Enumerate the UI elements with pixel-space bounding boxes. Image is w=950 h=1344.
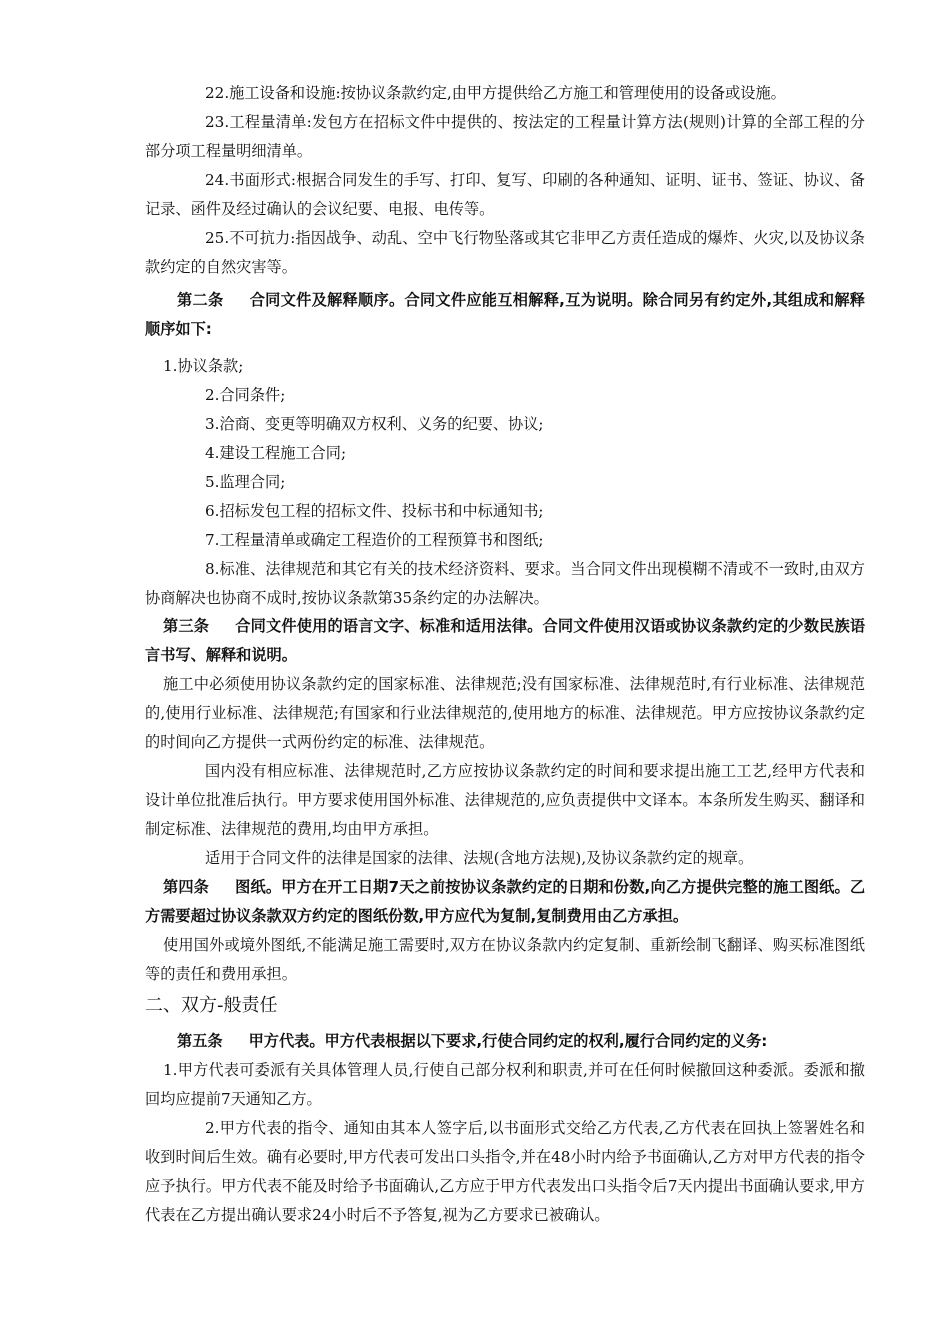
article-4-para-1: 使用国外或境外图纸,不能满足施工需要时,双方在协议条款内约定复制、重新绘制飞翻译、购买标准图纸等的责任和费用承担。 xyxy=(145,936,865,983)
article-3-heading xyxy=(145,612,865,670)
article-5-item-2: 2.甲方代表的指令、通知由其本人签字后,以书面形式交给乙方代表,乙方代表在回执上签署姓名和收到时间后生效。确有必要时,甲方代表可发出口头指令,并在48小时内给予书面确认,乙方对甲方代表的指令应予执行。甲方代表不能及时给予书面确认,乙方应于甲方代表发出口头指令后7天内提出书面确认要求,甲方代表在乙方提出确认要求24小时后不予答复,视为乙方要求已被确认。 xyxy=(145,1119,865,1224)
article-4-heading xyxy=(145,873,865,931)
article-5-text: 甲方代表。甲方代表根据以下要求,行使合同约定的权利,履行合同约定的义务: xyxy=(248,1032,768,1050)
article-3-para-2: 国内没有相应标准、法律规范时,乙方应按协议条款约定的时间和要求提出施工工艺,经甲方代表和设计单位批准后执行。甲方要求使用国外标准、法律规范的,应负责提供中文译本。本条所发生购买、翻译和制定标准、法律规范的费用,均由甲方承担。 xyxy=(145,762,865,838)
article-2-item-5: 5.监理合同; xyxy=(205,473,286,491)
article-2-item-3: 3.洽商、变更等明确双方权利、义务的纪要、协议; xyxy=(205,415,544,433)
article-2-item-4: 4.建设工程施工合同; xyxy=(205,444,347,462)
section-heading: 二、双方-般责任 xyxy=(145,995,278,1016)
article-2-heading xyxy=(145,286,865,344)
article-5-item-1: 1.甲方代表可委派有关具体管理人员,行使自己部分权利和职责,并可在任何时候撤回这种委派。委派和撤回均应提前7天通知乙方。 xyxy=(145,1061,865,1108)
article-5-heading xyxy=(145,1027,865,1056)
article-3-text: 合同文件使用的语言文字、标准和适用法律。合同文件使用汉语或协议条款约定的少数民族语言书写、解释和说明。 xyxy=(145,617,866,664)
clause-24: 24.书面形式:根据合同发生的手写、打印、复写、印刷的各种通知、证明、证书、签证、协议、备记录、函件及经过确认的会议纪要、电报、电传等。 xyxy=(145,171,865,218)
clause-22: 22.施工设备和设施:按协议条款约定,由甲方提供给乙方施工和管理使用的设备或设施。 xyxy=(205,84,786,102)
article-4-number: 第四条 xyxy=(163,878,210,896)
article-2-item-2: 2.合同条件; xyxy=(205,386,286,404)
article-3-number: 第三条 xyxy=(163,617,210,635)
article-3-para-1: 施工中必须使用协议条款约定的国家标准、法律规范;没有国家标准、法律规范时,有行业标准、法律规范的,使用行业标准、法律规范;有国家和行业法律规范的,使用地方的标准、法律规范。甲方应按协议条款约定的时间向乙方提供一式两份约定的标准、法律规范。 xyxy=(145,675,865,751)
article-3-para-3: 适用于合同文件的法律是国家的法律、法规(含地方法规),及协议条款约定的规章。 xyxy=(205,849,754,867)
article-2-item-6: 6.招标发包工程的招标文件、投标书和中标通知书; xyxy=(205,502,544,520)
article-2-item-1: 1.协议条款; xyxy=(163,357,244,375)
article-2-item-7: 7.工程量清单或确定工程造价的工程预算书和图纸; xyxy=(205,531,544,549)
article-5-number: 第五条 xyxy=(177,1032,223,1050)
article-4-text: 图纸。甲方在开工日期7天之前按协议条款约定的日期和份数,向乙方提供完整的施工图纸。乙方需要超过协议条款双方约定的图纸份数,甲方应代为复制,复制费用由乙方承担。 xyxy=(145,878,866,925)
clause-23: 23.工程量清单:发包方在招标文件中提供的、按法定的工程量计算方法(规则)计算的全部工程的分部分项工程量明细清单。 xyxy=(145,113,865,160)
clause-25: 25.不可抗力:指因战争、动乱、空中飞行物坠落或其它非甲乙方责任造成的爆炸、火灾,以及协议条款约定的自然灾害等。 xyxy=(145,229,865,276)
article-2-text: 合同文件及解释顺序。合同文件应能互相解释,互为说明。除合同另有约定外,其组成和解释顺序如下: xyxy=(145,291,865,338)
article-2-item-8: 8.标准、法律规范和其它有关的技术经济资料、要求。当合同文件出现模糊不清或不一致时,由双方协商解决也协商不成时,按协议条款第35条约定的办法解决。 xyxy=(145,560,865,607)
article-2-number: 第二条 xyxy=(177,291,224,309)
